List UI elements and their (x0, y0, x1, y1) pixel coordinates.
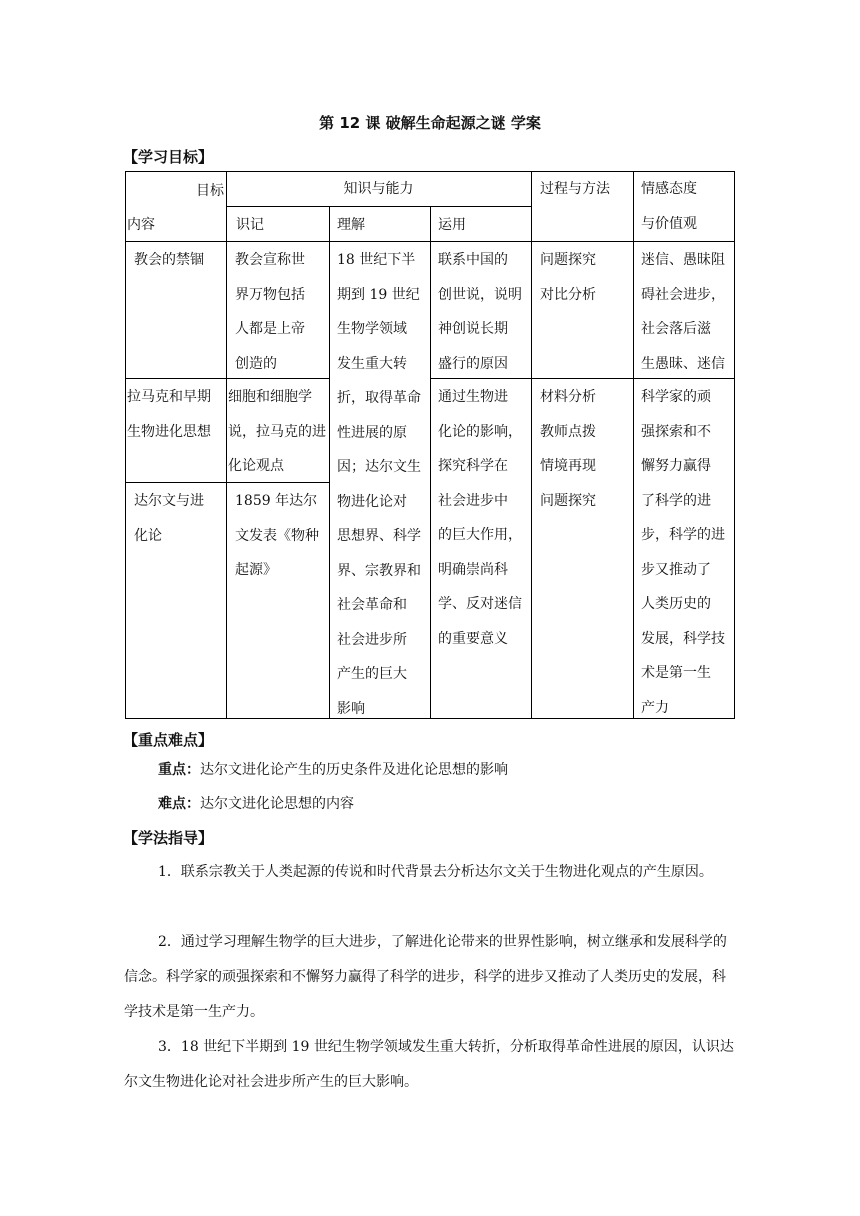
row-church-apply: 联系中国的 创世说，说明 神创说长期 盛行的原因 (438, 252, 522, 372)
key-point-line (124, 753, 736, 788)
understand-cell: 18 世纪下半 期到 19 世纪 生物学领域 发生重大转 折，取得革命 性进展的原 因；达尔文生 物进化论对 思想界、科学 界、宗教界和 社会革命和 社会进步所 产生的巨大 影响 (337, 252, 421, 717)
emotion-lower-cell: 科学家的顽 强探索和不 懈努力赢得 了科学的进 步，科学的进 步又推动了 人类历史的 发展，科学技 术是第一生 产力 (641, 389, 725, 716)
row-church-emotion: 迷信、愚昧阻 碍社会进步， 社会落后滋 生愚昧、迷信 (641, 252, 725, 372)
apply-lower-cell: 通过生物进 化论的影响， 探究科学在 社会进步中 的巨大作用， 明确崇尚科 学、反对迷信 的重要意义 (438, 389, 522, 647)
method-item-3: 3．18 世纪下半期到 19 世纪生物学领域发生重大转折，分析取得革命性进展的原因，认识达尔文生物进化论对社会进步所产生的巨大影响。 (124, 1039, 734, 1090)
heading-key-points: 【重点难点】 (123, 731, 214, 749)
key-text: 达尔文进化论产生的历史条件及进化论思想的影响 (200, 762, 508, 778)
difficult-label: 难点： (158, 796, 200, 812)
heading-objectives: 【学习目标】 (123, 148, 214, 166)
row-darwin-content: 达尔文与进 化论 (134, 493, 204, 544)
lesson-title: 第 12 课 破解生命起源之谜 学案 (319, 114, 541, 132)
header-memorize: 识记 (236, 217, 264, 233)
header-target-label: 目标 (196, 183, 224, 199)
header-content-label: 内容 (127, 217, 155, 233)
header-apply: 运用 (438, 217, 466, 233)
header-process-method: 过程与方法 (540, 181, 610, 197)
row-church-memorize: 教会宣称世 界万物包括 人都是上帝 创造的 (235, 252, 305, 372)
row-lamarck-content: 拉马克和早期 生物进化思想 (127, 389, 211, 440)
method-item-1: 1．联系宗教关于人类起源的传说和时代背景去分析达尔文关于生物进化观点的产生原因。 (158, 864, 713, 880)
header-understand: 理解 (337, 217, 365, 233)
process-lower-cell: 材料分析 教师点拨 情境再现 问题探究 (540, 389, 596, 509)
row-church-process: 问题探究 对比分析 (540, 252, 596, 303)
method-item-2: 2．通过学习理解生物学的巨大进步，了解进化论带来的世界性影响，树立继承和发展科学的信念。科学家的顽强探索和不懈努力赢得了科学的进步，科学的进步又推动了人类历史的发展，科学技术是第一生产力。 (124, 934, 727, 1020)
row-darwin-memorize: 1859 年达尔 文发表《物种 起源》 (235, 493, 319, 578)
key-label: 重点： (158, 762, 200, 778)
row-lamarck-memorize: 细胞和细胞学 说，拉马克的进 化论观点 (228, 389, 326, 474)
difficult-point-line (124, 787, 736, 822)
header-emotion-values: 情感态度 与价值观 (641, 181, 697, 232)
heading-study-methods: 【学法指导】 (123, 829, 214, 847)
difficult-text: 达尔文进化论思想的内容 (200, 796, 354, 812)
header-knowledge-ability: 知识与能力 (343, 181, 414, 197)
row-church-content: 教会的禁锢 (134, 252, 204, 268)
